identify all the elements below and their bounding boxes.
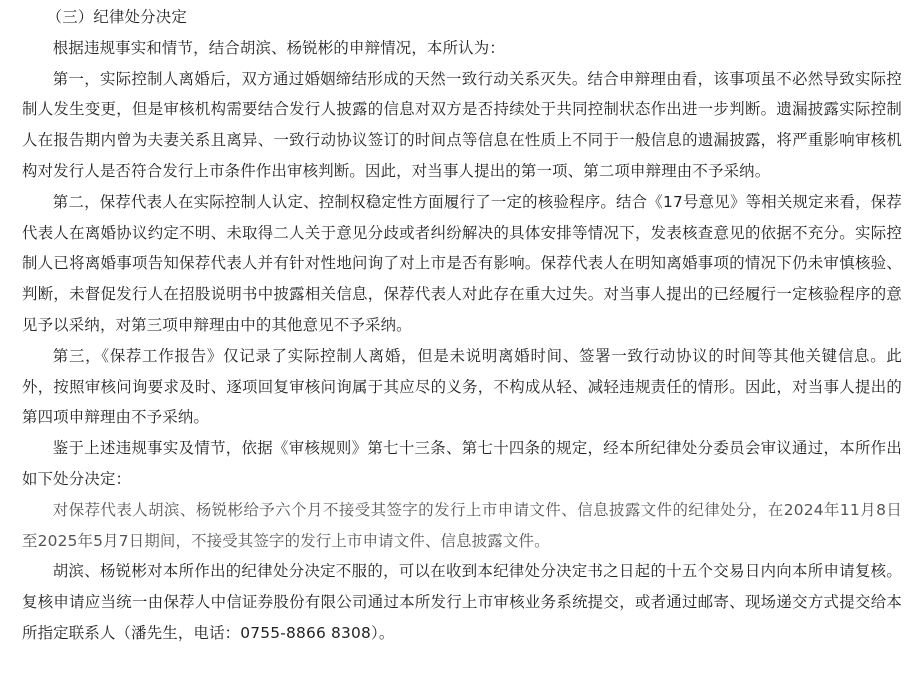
paragraph-conclusion-intro: 根据违规事实和情节，结合胡滨、杨锐彬的申辩情况，本所认为：	[52, 38, 505, 57]
document-body	[22, 0, 902, 649]
paragraph-sanction: 对保荐代表人胡滨、杨锐彬给予六个月不接受其签字的发行上市申请文件、信息披露文件的纪律处分，在2024年11月8日至2025年5月7日期间，不接受其签字的发行上市申请文件、信息披露文件。	[22, 500, 902, 550]
paragraph-first-point: 第一，实际控制人离婚后，双方通过婚姻缔结形成的天然一致行动关系灭失。结合申辩理由看，该事项虽不必然导致实际控制人发生变更，但是审核机构需要结合发行人披露的信息对双方是否持续处于共同控制状态作出进一步判断。遗漏披露实际控制人在报告期内曾为夫妻关系且离异、一致行动协议签订的时间点等信息在性质上不同于一般信息的遗漏披露，将严重影响审核机构对发行人是否符合发行上市条件作出审核判断。因此，对当事人提出的第一项、第二项申辩理由不予采纳。	[22, 69, 902, 180]
paragraph-review-right: 胡滨、杨锐彬对本所作出的纪律处分决定不服的，可以在收到本纪律处分决定书之日起的十五个交易日内向本所申请复核。复核申请应当统一由保荐人中信证券股份有限公司通过本所发行上市审核业务系统提交，或者通过邮寄、现场递交方式提交给本所指定联系人（潘先生，电话：0755-8866 8308）。	[22, 562, 902, 642]
paragraph-third-point: 第三，《保荐工作报告》仅记录了实际控制人离婚，但是未说明离婚时间、签署一致行动协议的时间等其他关键信息。此外，按照审核问询要求及时、逐项回复审核问询属于其应尽的义务，不构成从轻、减轻违规责任的情形。因此，对当事人提出的第四项申辩理由不予采纳。	[22, 346, 902, 427]
paragraph-decision-basis: 鉴于上述违规事实及情节，依据《审核规则》第七十三条、第七十四条的规定，经本所纪律处分委员会审议通过，本所作出如下处分决定：	[22, 439, 902, 488]
section-heading: （三）纪律处分决定	[46, 8, 187, 26]
paragraph-second-point: 第二，保荐代表人在实际控制人认定、控制权稳定性方面履行了一定的核验程序。结合《17号意见》等相关规定来看，保荐代表人在离婚协议约定不明、未取得二人关于意见分歧或者纠纷解决的具体安排等情况下，发表核查意见的依据不充分。实际控制人已将离婚事项告知保荐代表人并有针对性地问询了对上市是否有影响。保荐代表人在明知离婚事项的情况下仍未审慎核验、判断，未督促发行人在招股说明书中披露相关信息，保荐代表人对此存在重大过失。对当事人提出的已经履行一定核验程序的意见予以采纳，对第三项申辩理由中的其他意见不予采纳。	[22, 192, 902, 334]
